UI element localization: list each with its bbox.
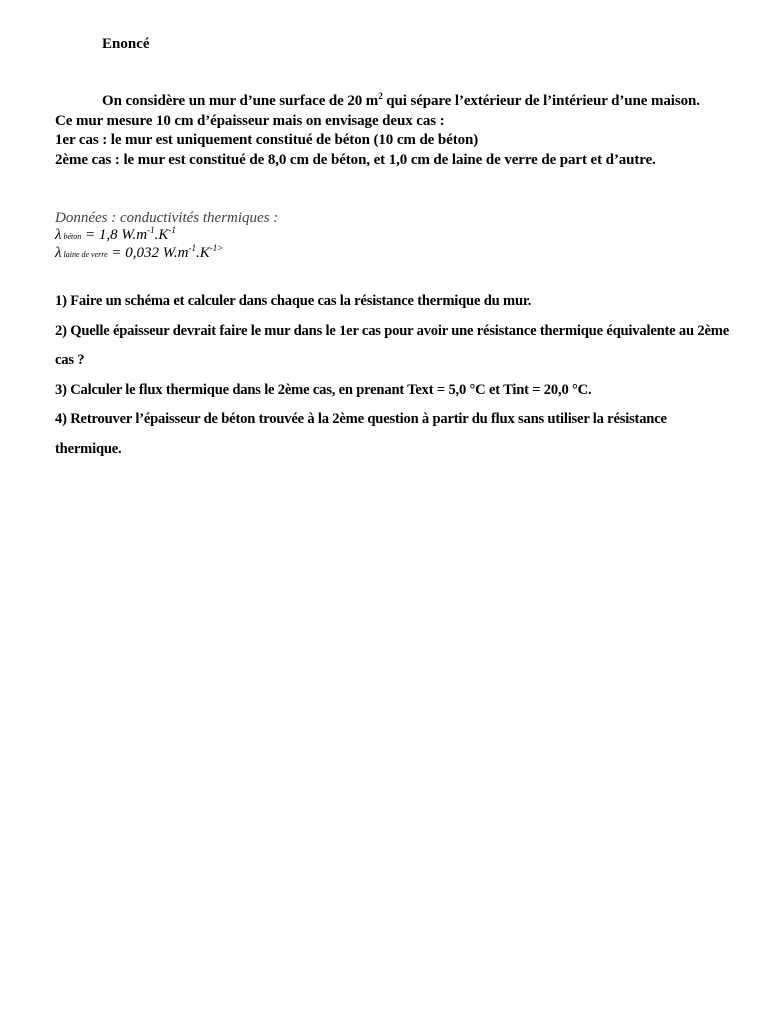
lambda-laine-subscript: laine de verre xyxy=(61,250,108,259)
data-section xyxy=(55,210,735,263)
lambda-laine-exp2: -1> xyxy=(209,243,224,253)
data-heading: Données : conductivités thermiques : xyxy=(55,210,279,226)
lambda-beton-mid: .K xyxy=(154,227,169,243)
intro-line-1-start: On considère un mur d’une surface de 20 m xyxy=(102,93,379,109)
intro-line-4: 2ème cas : le mur est constitué de 8,0 cm de béton, et 1,0 cm de laine de verre de part et d’autre. xyxy=(55,151,656,168)
surface-unit-exponent: 2 xyxy=(378,91,383,101)
lambda-laine-mid: .K xyxy=(195,245,210,261)
questions-list xyxy=(55,287,735,464)
question-2: 2) Quelle épaisseur devrait faire le mur dans le 1er cas pour avoir une résistance thermique équivalente au 2ème cas ? xyxy=(55,322,729,368)
lambda-beton-exp1: -1 xyxy=(147,225,155,235)
intro-line-1-end: qui sépare l’extérieur de l’intérieur d’une maison. xyxy=(382,93,700,109)
problem-statement xyxy=(55,92,735,170)
question-3: 3) Calculer le flux thermique dans le 2ème cas, en prenant Text = 5,0 °C et Tint = 20,0 °C. xyxy=(55,381,592,398)
lambda-beton-value: = 1,8 W.m xyxy=(81,227,148,243)
question-1: 1) Faire un schéma et calculer dans chaque cas la résistance thermique du mur. xyxy=(55,293,532,309)
lambda-laine-exp1: -1 xyxy=(188,243,196,253)
page-title: Enoncé xyxy=(102,36,150,52)
lambda-laine xyxy=(55,245,735,263)
question-4: 4) Retrouver l’épaisseur de béton trouvée à la 2ème question à partir du flux sans utiliser la résistance thermique. xyxy=(55,411,667,457)
lambda-symbol: λ xyxy=(55,227,62,243)
lambda-beton-exp2: -1 xyxy=(168,225,176,235)
intro-line-3: 1er cas : le mur est uniquement constitué de béton (10 cm de béton) xyxy=(55,132,479,148)
lambda-symbol: λ xyxy=(55,245,62,261)
intro-line-2: Ce mur mesure 10 cm d’épaisseur mais on envisage deux cas : xyxy=(55,112,445,129)
lambda-laine-value: = 0,032 W.m xyxy=(107,245,189,261)
lambda-beton-subscript: béton xyxy=(61,232,82,241)
intro-line-1 xyxy=(55,92,735,112)
lambda-beton xyxy=(55,227,735,245)
